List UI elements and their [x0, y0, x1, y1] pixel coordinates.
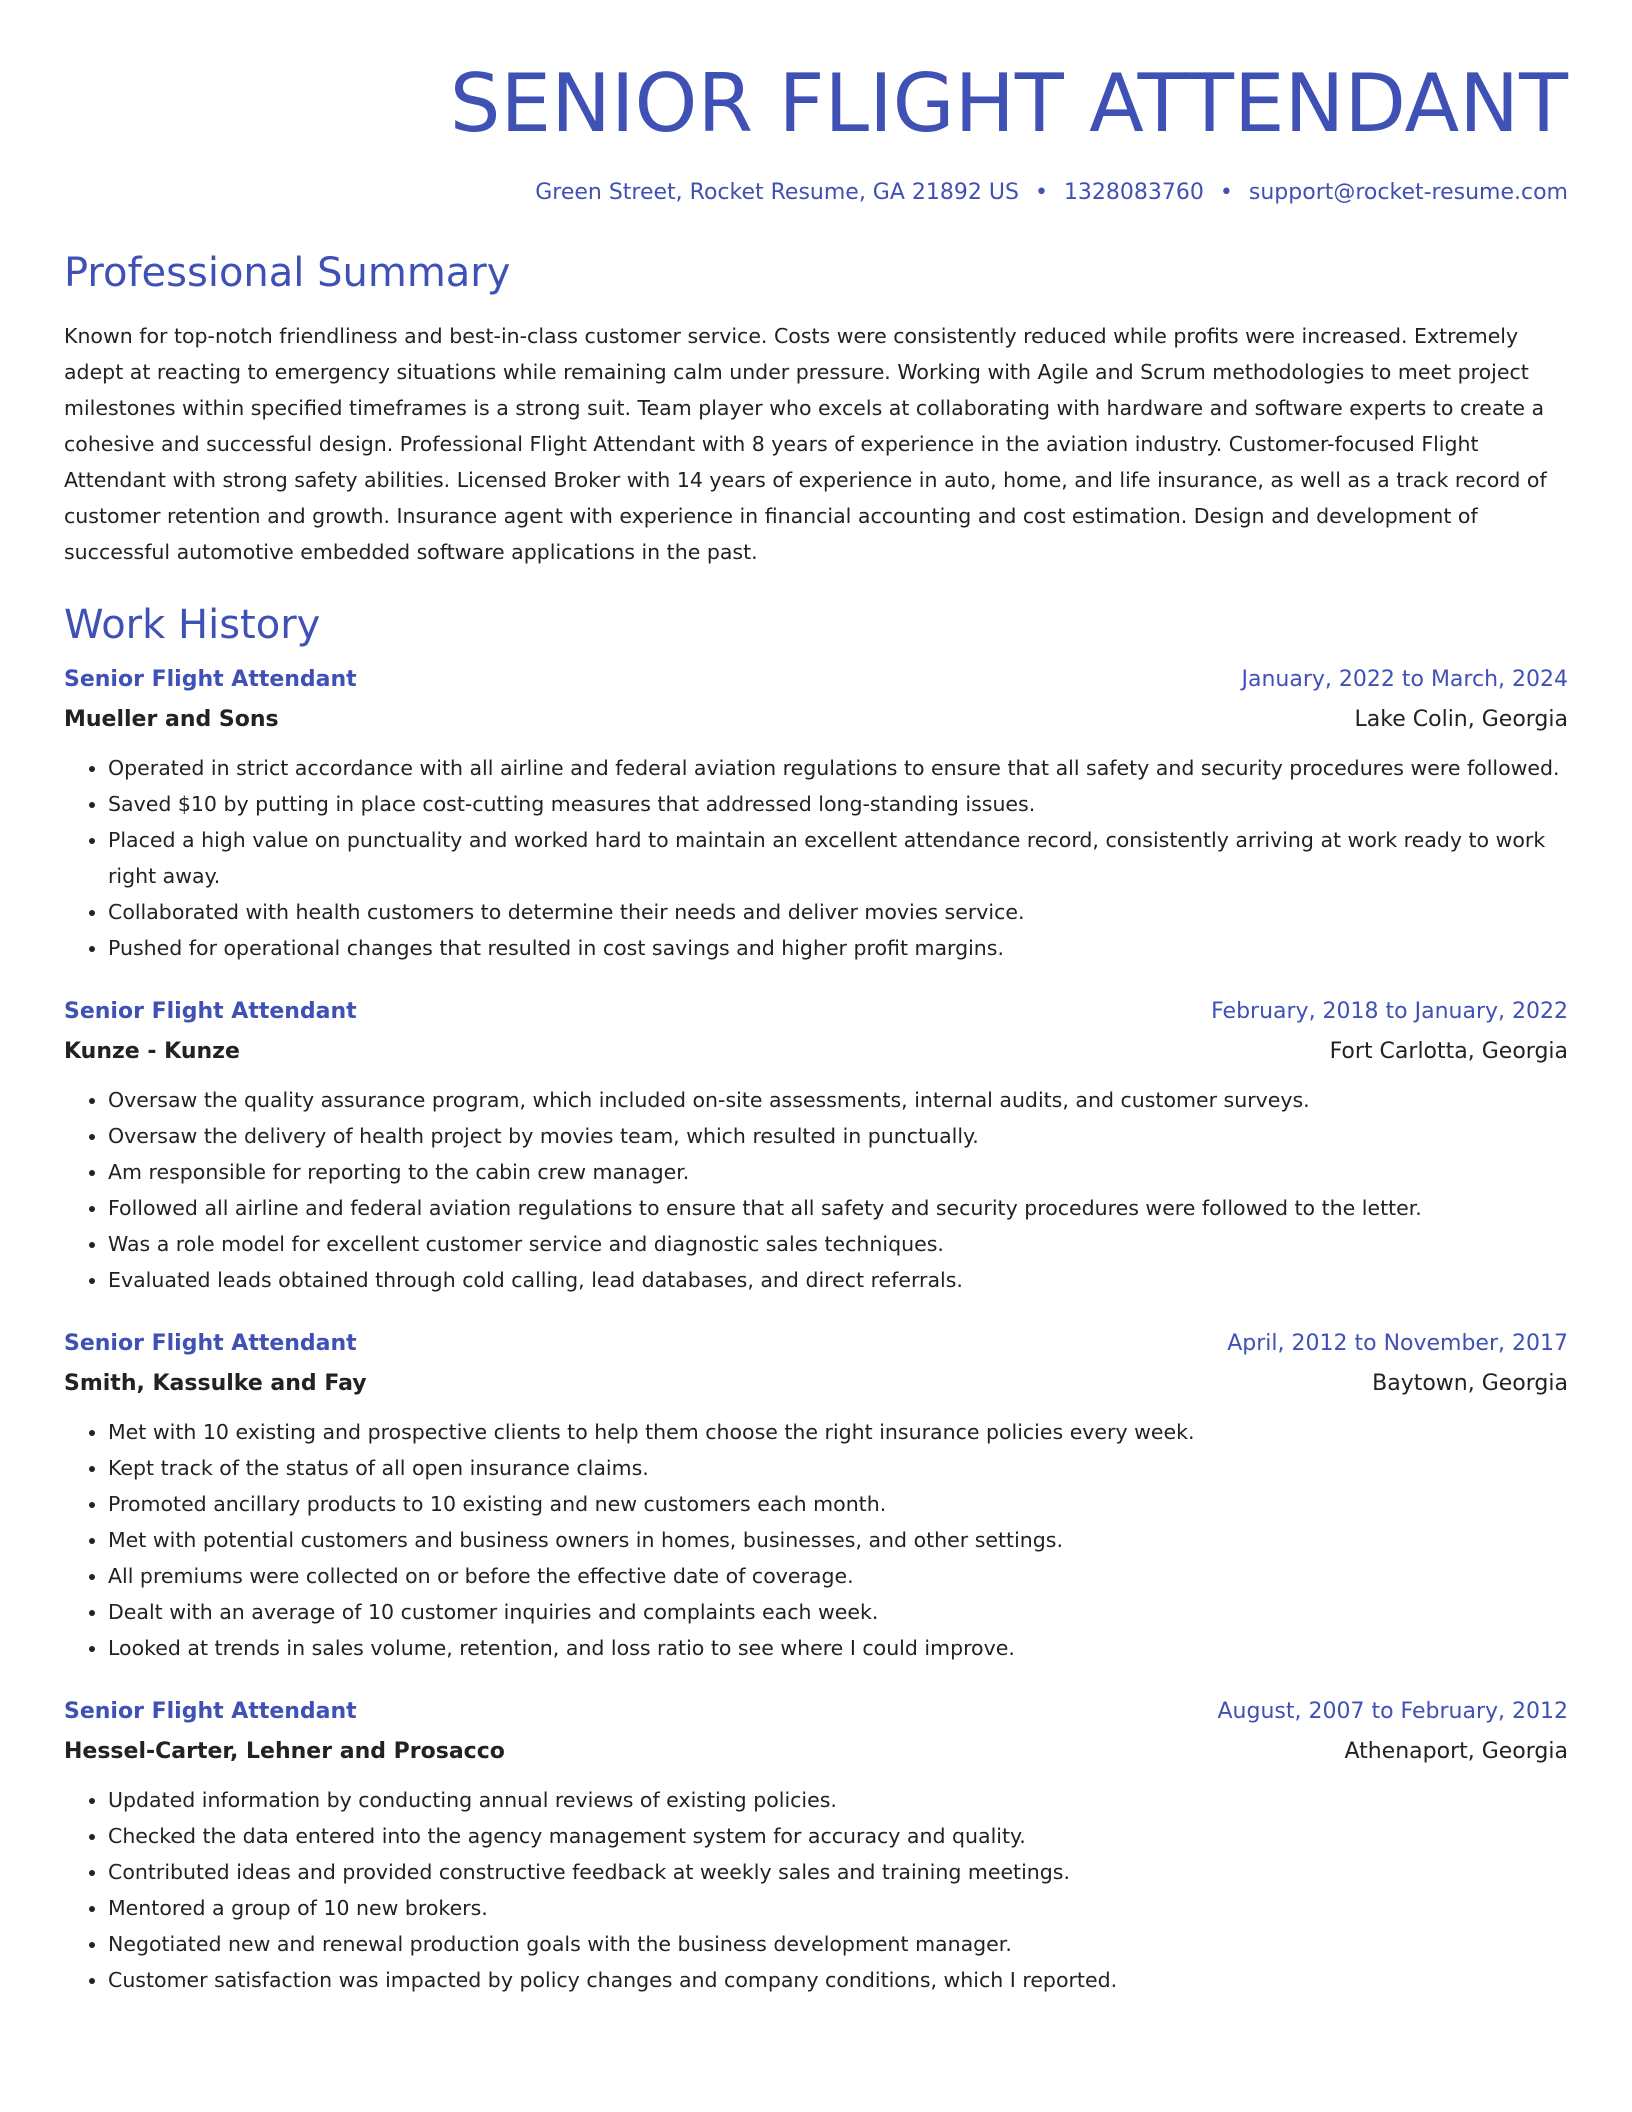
job-dates: April, 2012 to November, 2017	[1227, 1331, 1568, 1356]
job-title: Senior Flight Attendant	[64, 1699, 357, 1724]
list-item: • Negotiated new and renewal production goals with the business development manager.	[108, 1926, 1568, 1962]
list-item: • Promoted ancillary products to 10 existing and new customers each month.	[108, 1486, 1568, 1522]
job-title-row	[64, 1692, 1568, 1732]
list-item: • Am responsible for reporting to the cabin crew manager.	[108, 1154, 1568, 1190]
job-bullets	[64, 1782, 1568, 1998]
job-company-row	[64, 1732, 1568, 1772]
job-location: Baytown, Georgia	[1372, 1371, 1568, 1396]
job-title: Senior Flight Attendant	[64, 1331, 357, 1356]
list-item: • Customer satisfaction was impacted by policy changes and company conditions, which I reported.	[108, 1962, 1568, 1998]
list-item: • Met with potential customers and business owners in homes, businesses, and other settings.	[108, 1522, 1568, 1558]
page-title: SENIOR FLIGHT ATTENDANT	[449, 57, 1568, 150]
contact-line	[64, 178, 1568, 208]
job-location: Fort Carlotta, Georgia	[1329, 1039, 1568, 1064]
job-entry	[64, 1692, 1568, 1998]
job-title-row	[64, 660, 1568, 700]
job-title-row	[64, 1324, 1568, 1364]
job-dates: January, 2022 to March, 2024	[1241, 667, 1568, 692]
list-item: • Saved $10 by putting in place cost-cutting measures that addressed long-standing issues.	[108, 786, 1568, 822]
job-entry	[64, 992, 1568, 1298]
list-item: • Contributed ideas and provided constructive feedback at weekly sales and training meetings.	[108, 1854, 1568, 1890]
contact-separator: •	[1219, 180, 1233, 205]
list-item: • Updated information by conducting annual reviews of existing policies.	[108, 1782, 1568, 1818]
job-entry	[64, 1324, 1568, 1666]
job-dates: February, 2018 to January, 2022	[1211, 999, 1568, 1024]
list-item: • Oversaw the quality assurance program, which included on-site assessments, internal audits, and customer surveys.	[108, 1082, 1568, 1118]
list-item: • Met with 10 existing and prospective clients to help them choose the right insurance policies every week.	[108, 1414, 1568, 1450]
list-item: • All premiums were collected on or before the effective date of coverage.	[108, 1558, 1568, 1594]
address-text: Green Street, Rocket Resume, GA 21892 US	[535, 180, 1019, 205]
job-location: Athenaport, Georgia	[1344, 1739, 1568, 1764]
job-title: Senior Flight Attendant	[64, 999, 357, 1024]
list-item: • Placed a high value on punctuality and worked hard to maintain an excellent attendance record, consistently arriving at work ready to work right away.	[108, 822, 1568, 894]
contact-separator: •	[1034, 180, 1048, 205]
job-dates: August, 2007 to February, 2012	[1217, 1699, 1568, 1724]
list-item: • Collaborated with health customers to determine their needs and deliver movies service.	[108, 894, 1568, 930]
list-item: • Checked the data entered into the agency management system for accuracy and quality.	[108, 1818, 1568, 1854]
list-item: • Dealt with an average of 10 customer inquiries and complaints each week.	[108, 1594, 1568, 1630]
list-item: • Looked at trends in sales volume, retention, and loss ratio to see where I could improve.	[108, 1630, 1568, 1666]
job-company-row	[64, 1032, 1568, 1072]
job-entry	[64, 660, 1568, 966]
job-company-row	[64, 1364, 1568, 1404]
phone-text: 1328083760	[1063, 180, 1204, 205]
summary-text: Known for top-notch friendliness and best-in-class customer service. Costs were consistently reduced while profits were increased. Extremely adept at reacting to emergency situations while remaining calm under pressure. Working with Agile and Scrum methodologies to meet project milestones within specified timeframes is a strong suit. Team player who excels at collaborating with hardware and software experts to create a cohesive and successful design. Professional Flight Attendant with 8 years of experience in the aviation industry. Customer-focused Flight Attendant with strong safety abilities. Licensed Broker with 14 years of experience in auto, home, and life insurance, as well as a track record of customer retention and growth. Insurance agent with experience in financial accounting and cost estimation. Design and development of successful automotive embedded software applications in the past.	[64, 324, 1547, 564]
list-item: • Operated in strict accordance with all airline and federal aviation regulations to ensure that all safety and security procedures were followed.	[108, 750, 1568, 786]
job-company: Smith, Kassulke and Fay	[64, 1371, 367, 1396]
list-item: • Evaluated leads obtained through cold calling, lead databases, and direct referrals.	[108, 1262, 1568, 1298]
job-list	[64, 660, 1568, 1998]
list-item: • Kept track of the status of all open insurance claims.	[108, 1450, 1568, 1486]
work-history-heading: Work History	[64, 602, 321, 648]
job-company: Mueller and Sons	[64, 707, 279, 732]
job-bullets	[64, 750, 1568, 966]
list-item: • Followed all airline and federal aviation regulations to ensure that all safety and security procedures were followed to the letter.	[108, 1190, 1568, 1226]
job-bullets	[64, 1082, 1568, 1298]
email-link[interactable]: support@rocket-resume.com	[1248, 180, 1568, 205]
list-item: • Mentored a group of 10 new brokers.	[108, 1890, 1568, 1926]
job-title: Senior Flight Attendant	[64, 667, 357, 692]
job-company: Kunze - Kunze	[64, 1039, 240, 1064]
list-item: • Pushed for operational changes that resulted in cost savings and higher profit margins.	[108, 930, 1568, 966]
job-location: Lake Colin, Georgia	[1354, 707, 1568, 732]
list-item: • Oversaw the delivery of health project by movies team, which resulted in punctually.	[108, 1118, 1568, 1154]
resume-header	[64, 0, 1568, 208]
job-company: Hessel-Carter, Lehner and Prosacco	[64, 1739, 505, 1764]
summary-heading: Professional Summary	[64, 250, 511, 296]
job-bullets	[64, 1414, 1568, 1666]
job-title-row	[64, 992, 1568, 1032]
list-item: • Was a role model for excellent customer service and diagnostic sales techniques.	[108, 1226, 1568, 1262]
job-company-row	[64, 700, 1568, 740]
